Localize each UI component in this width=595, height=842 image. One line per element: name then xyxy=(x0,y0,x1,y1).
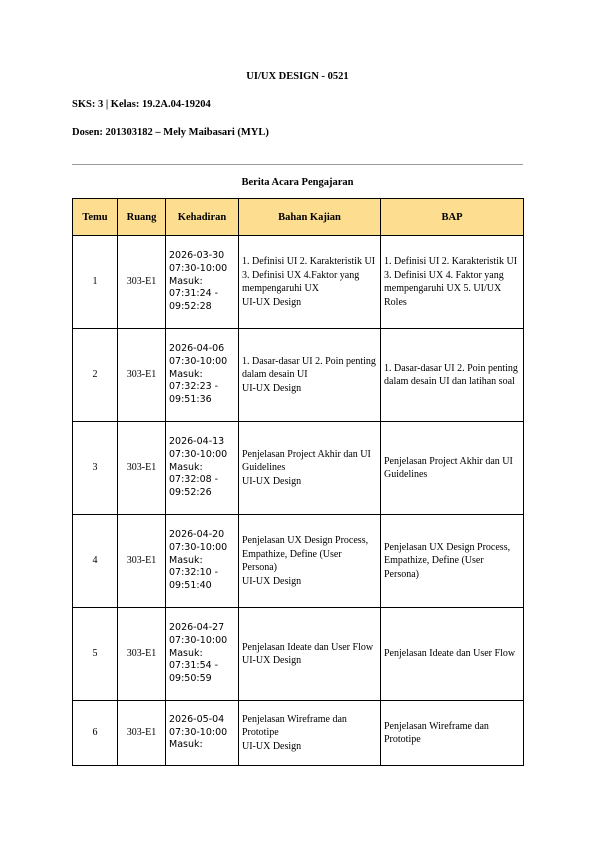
cell-kehadiran xyxy=(166,236,239,329)
cell-kehadiran xyxy=(166,515,239,608)
kehadiran-line: Masuk: xyxy=(169,739,203,751)
kehadiran-line: 09:51:36 xyxy=(169,394,212,406)
bahan-line: Penjelasan UX Design Process, Empathize, Define (User Persona) xyxy=(242,535,369,573)
cell-ruang: 303-E1 xyxy=(118,422,166,515)
kehadiran-line: 07:31:54 - xyxy=(169,660,219,672)
kehadiran-line: 09:52:26 xyxy=(169,487,212,499)
table-row xyxy=(73,515,524,608)
cell-bahan-kajian xyxy=(239,422,381,515)
cell-kehadiran xyxy=(166,608,239,701)
cell-kehadiran xyxy=(166,329,239,422)
kehadiran-line: Masuk: xyxy=(169,647,203,659)
kehadiran-line: Masuk: xyxy=(169,461,203,473)
col-header-bap: BAP xyxy=(381,199,524,236)
table-row xyxy=(73,422,524,515)
cell-bahan-kajian xyxy=(239,515,381,608)
cell-ruang: 303-E1 xyxy=(118,608,166,701)
bap-line: Penjelasan Wireframe dan Prototipe xyxy=(384,720,489,745)
bahan-line: UI-UX Design xyxy=(242,475,302,487)
kehadiran-line: 2026-05-04 xyxy=(169,713,225,725)
bahan-line: UI-UX Design xyxy=(242,740,302,752)
table-row xyxy=(73,329,524,422)
bahan-line: UI-UX Design xyxy=(242,382,302,394)
bahan-line: 1. Dasar-dasar UI 2. Poin penting dalam desain UI xyxy=(242,355,376,381)
kehadiran-line: 07:32:10 - xyxy=(169,567,219,579)
cell-kehadiran xyxy=(166,701,239,766)
bap-line: 1. Dasar-dasar UI 2. Poin penting dalam desain UI dan latihan soal xyxy=(384,362,518,387)
cell-bahan-kajian xyxy=(239,329,381,422)
table-row xyxy=(73,608,524,701)
cell-bahan-kajian xyxy=(239,236,381,329)
kehadiran-line: 07:30-10:00 xyxy=(169,541,228,553)
bahan-line: UI-UX Design xyxy=(242,655,302,666)
cell-ruang: 303-E1 xyxy=(118,701,166,766)
teaching-record-table xyxy=(72,198,524,766)
table-header-row xyxy=(73,199,524,236)
cell-kehadiran xyxy=(166,422,239,515)
cell-bahan-kajian xyxy=(239,701,381,766)
cell-ruang: 303-E1 xyxy=(118,329,166,422)
bap-line: Penjelasan Project Akhir dan UI Guidelines xyxy=(384,455,513,480)
bahan-line: Penjelasan Ideate dan User Flow xyxy=(242,641,374,653)
kehadiran-line: Masuk: xyxy=(169,554,203,566)
kehadiran-line: 07:30-10:00 xyxy=(169,726,228,738)
cell-temu: 5 xyxy=(73,608,118,701)
cell-temu: 2 xyxy=(73,329,118,422)
kehadiran-line: Masuk: xyxy=(169,275,203,287)
cell-temu: 6 xyxy=(73,701,118,766)
col-header-ruang: Ruang xyxy=(118,199,166,236)
bahan-line: Penjelasan Project Akhir dan UI Guidelines xyxy=(242,448,371,474)
cell-temu: 1 xyxy=(73,236,118,329)
col-header-bahan-kajian: Bahan Kajian xyxy=(239,199,381,236)
kehadiran-line: 2026-04-06 xyxy=(169,342,225,354)
bahan-line: Penjelasan Wireframe dan Prototipe xyxy=(242,713,347,739)
col-header-temu: Temu xyxy=(73,199,118,236)
table-caption: Berita Acara Pengajaran xyxy=(241,177,354,188)
divider xyxy=(72,164,523,165)
kehadiran-line: 07:32:08 - xyxy=(169,474,219,486)
cell-ruang: 303-E1 xyxy=(118,515,166,608)
bap-line: 1. Definisi UI 2. Karakteristik UI 3. Definisi UX 4. Faktor yang mempengaruhi UX 5. UI/UX Roles xyxy=(384,256,518,308)
kehadiran-line: 07:30-10:00 xyxy=(169,448,228,460)
kehadiran-line: 09:51:40 xyxy=(169,580,212,592)
bap-line: Penjelasan UX Design Process, Empathize, Define (User Persona) xyxy=(384,541,511,580)
cell-bahan-kajian xyxy=(239,608,381,701)
lecturer-line: Dosen: 201303182 – Mely Maibasari (MYL) xyxy=(72,127,269,138)
kehadiran-line: 2026-04-20 xyxy=(169,528,225,540)
kehadiran-line: 2026-04-27 xyxy=(169,621,225,633)
cell-bap xyxy=(381,236,524,329)
kehadiran-line: 07:30-10:00 xyxy=(169,634,228,646)
kehadiran-line: 07:32:23 - xyxy=(169,381,219,393)
cell-bap xyxy=(381,608,524,701)
course-title: UI/UX DESIGN - 0521 xyxy=(246,71,349,82)
bap-line: Penjelasan Ideate dan User Flow xyxy=(384,648,516,660)
table-row xyxy=(73,701,524,766)
kehadiran-line: 07:30-10:00 xyxy=(169,262,228,274)
cell-bap xyxy=(381,701,524,766)
bahan-line: UI-UX Design xyxy=(242,296,302,308)
kehadiran-line: 2026-04-13 xyxy=(169,435,225,447)
cell-temu: 3 xyxy=(73,422,118,515)
cell-bap xyxy=(381,422,524,515)
kehadiran-line: 07:31:24 - xyxy=(169,288,219,300)
kehadiran-line: 07:30-10:00 xyxy=(169,355,228,367)
kehadiran-line: 09:52:28 xyxy=(169,301,212,313)
kehadiran-line: 2026-03-30 xyxy=(169,249,225,261)
cell-ruang: 303-E1 xyxy=(118,236,166,329)
bahan-line: UI-UX Design xyxy=(242,575,302,587)
cell-bap xyxy=(381,329,524,422)
kehadiran-line: 09:50:59 xyxy=(169,673,212,685)
cell-temu: 4 xyxy=(73,515,118,608)
cell-bap xyxy=(381,515,524,608)
col-header-kehadiran: Kehadiran xyxy=(166,199,239,236)
kehadiran-line: Masuk: xyxy=(169,368,203,380)
sks-class-line: SKS: 3 | Kelas: 19.2A.04-19204 xyxy=(72,99,211,110)
bahan-line: 1. Definisi UI 2. Karakteristik UI 3. Definisi UX 4.Faktor yang mempengaruhi UX xyxy=(242,256,376,294)
table-row xyxy=(73,236,524,329)
